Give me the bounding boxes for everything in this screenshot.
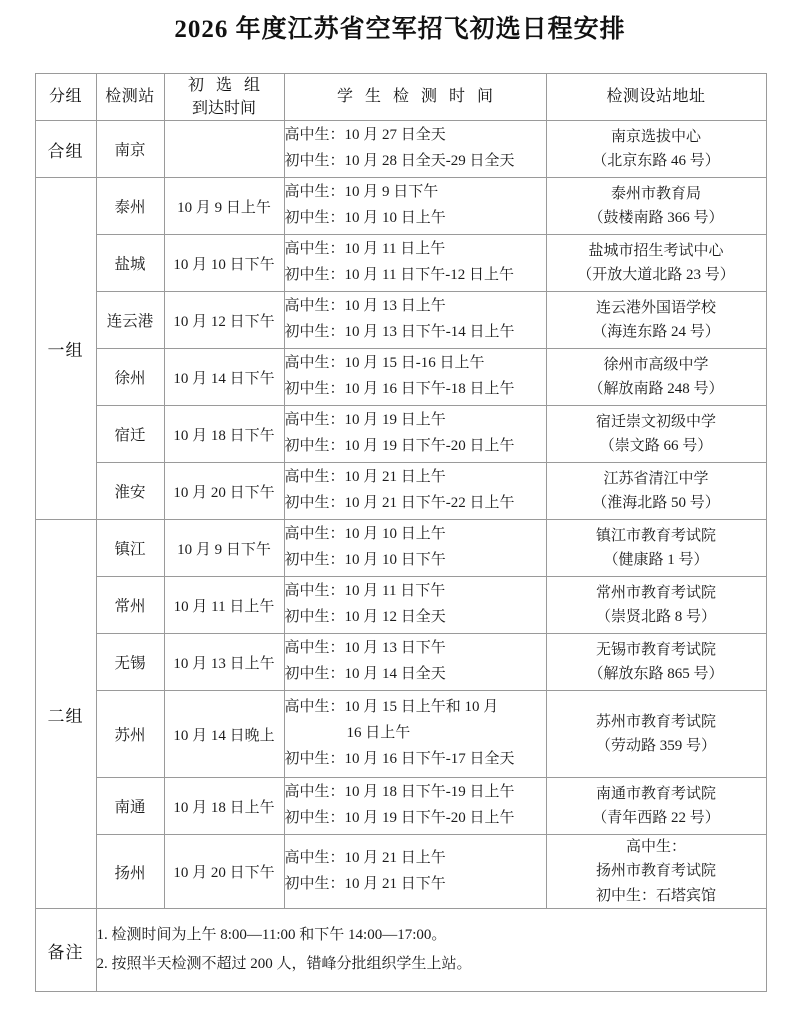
address-line: （淮海北路 50 号） <box>592 495 720 512</box>
test-time-line: 高中生：10 月 21 日上午 <box>284 469 446 486</box>
student-test-time <box>284 235 546 292</box>
test-time-line: 高中生：10 月 18 日下午-19 日上午 <box>284 784 515 801</box>
test-time-line: 初中生：10 月 16 日下午-17 日全天 <box>284 751 515 768</box>
arrival-time: 10 月 10 日下午 <box>164 235 284 292</box>
column-header-student-time: 学 生 检 测 时 间 <box>284 73 546 120</box>
group-label-1: 一组 <box>35 178 96 520</box>
document-page <box>0 13 800 1032</box>
arrival-time: 10 月 20 日下午 <box>164 835 284 909</box>
station-name: 淮安 <box>96 463 164 520</box>
station-name: 南京 <box>96 121 164 178</box>
test-time-line: 初中生：10 月 10 日下午 <box>284 552 446 569</box>
address-line: （劳动路 359 号） <box>595 738 716 755</box>
column-header-station: 检测站 <box>96 73 164 120</box>
schedule-table-container <box>35 73 766 992</box>
column-header-group: 分组 <box>35 73 96 120</box>
table-row <box>35 121 766 178</box>
table-body <box>35 121 766 909</box>
test-time-line: 高中生：10 月 10 日上午 <box>284 526 446 543</box>
arrival-time: 10 月 9 日上午 <box>164 178 284 235</box>
footer-note-line: 2. 按照半天检测不超过 200 人，错峰分批组织学生上站。 <box>96 956 472 973</box>
student-test-time <box>284 178 546 235</box>
address-line: （解放南路 248 号） <box>588 381 724 398</box>
address-line: 无锡市教育考试院 <box>595 641 716 658</box>
student-test-time <box>284 520 546 577</box>
table-row <box>35 292 766 349</box>
arrival-time <box>164 121 284 178</box>
test-time-line: 16 日上午 <box>346 725 411 742</box>
station-name: 徐州 <box>96 349 164 406</box>
station-name: 连云港 <box>96 292 164 349</box>
station-address <box>546 520 766 577</box>
test-time-line: 高中生：10 月 13 日下午 <box>284 640 446 657</box>
test-time-line: 初中生：10 月 28 日全天-29 日全天 <box>284 153 515 170</box>
table-row <box>35 463 766 520</box>
student-test-time <box>284 577 546 634</box>
test-time-line: 初中生：10 月 11 日下午-12 日上午 <box>284 267 514 284</box>
footer-note-line: 1. 检测时间为上午 8:00—11:00 和下午 14:00—17:00。 <box>96 926 447 943</box>
address-line: （北京东路 46 号） <box>592 153 720 170</box>
schedule-table <box>35 73 767 992</box>
test-time-line: 初中生：10 月 21 日下午 <box>284 875 446 892</box>
test-time-line: 高中生：10 月 9 日下午 <box>284 184 439 201</box>
address-line: 宿迁崇文初级中学 <box>595 413 716 430</box>
address-line: 江苏省清江中学 <box>603 470 709 487</box>
address-line: （鼓楼南路 366 号） <box>588 210 724 227</box>
table-row <box>35 691 766 778</box>
table-header-row <box>35 73 766 120</box>
address-line: 高中生： <box>625 839 686 856</box>
arrival-time: 10 月 20 日下午 <box>164 463 284 520</box>
address-line: （解放东路 865 号） <box>588 666 724 683</box>
arrival-time: 10 月 13 日上午 <box>164 634 284 691</box>
arrival-time: 10 月 14 日下午 <box>164 349 284 406</box>
station-address <box>546 835 766 909</box>
address-line: （青年西路 22 号） <box>592 810 720 827</box>
station-address <box>546 235 766 292</box>
address-line: 扬州市教育考试院 <box>595 863 716 880</box>
station-name: 常州 <box>96 577 164 634</box>
table-row <box>35 634 766 691</box>
arrival-time: 10 月 14 日晚上 <box>164 691 284 778</box>
station-name: 苏州 <box>96 691 164 778</box>
arrival-time: 10 月 18 日上午 <box>164 778 284 835</box>
arrival-time: 10 月 18 日下午 <box>164 406 284 463</box>
station-name: 南通 <box>96 778 164 835</box>
table-row <box>35 835 766 909</box>
test-time-line: 高中生：10 月 27 日全天 <box>284 127 446 144</box>
station-name: 镇江 <box>96 520 164 577</box>
station-name: 宿迁 <box>96 406 164 463</box>
station-address <box>546 634 766 691</box>
student-test-time <box>284 691 546 778</box>
test-time-line: 初中生：10 月 19 日下午-20 日上午 <box>284 438 515 455</box>
student-test-time <box>284 406 546 463</box>
page-title: 2026 年度江苏省空军招飞初选日程安排 <box>174 16 626 43</box>
address-line: 徐州市高级中学 <box>603 356 709 373</box>
table-footer <box>35 909 766 992</box>
address-line: 初中生：石塔宾馆 <box>595 887 716 904</box>
test-time-line: 高中生：10 月 15 日上午和 10 月 <box>284 699 499 716</box>
student-test-time <box>284 835 546 909</box>
test-time-line: 高中生：10 月 21 日上午 <box>284 849 446 866</box>
student-test-time <box>284 778 546 835</box>
address-line: （崇贤北路 8 号） <box>595 609 716 626</box>
table-row <box>35 778 766 835</box>
station-address <box>546 463 766 520</box>
test-time-line: 初中生：10 月 21 日下午-22 日上午 <box>284 495 515 512</box>
address-line: 盐城市招生考试中心 <box>588 242 724 259</box>
test-time-line: 高中生：10 月 11 日下午 <box>284 583 446 600</box>
student-test-time <box>284 121 546 178</box>
address-line: （健康路 1 号） <box>603 552 709 569</box>
station-address <box>546 121 766 178</box>
station-name: 泰州 <box>96 178 164 235</box>
station-name: 扬州 <box>96 835 164 909</box>
arrival-time: 10 月 12 日下午 <box>164 292 284 349</box>
arrival-time: 10 月 11 日上午 <box>164 577 284 634</box>
address-line: （崇文路 66 号） <box>599 438 713 455</box>
test-time-line: 高中生：10 月 15 日-16 日上午 <box>284 355 485 372</box>
test-time-line: 高中生：10 月 19 日上午 <box>284 412 446 429</box>
station-address <box>546 349 766 406</box>
table-row <box>35 178 766 235</box>
test-time-line: 初中生：10 月 13 日下午-14 日上午 <box>284 324 515 341</box>
table-row <box>35 406 766 463</box>
table-row <box>35 520 766 577</box>
footer-row <box>35 909 766 992</box>
test-time-line: 高中生：10 月 11 日上午 <box>284 241 446 258</box>
address-line: 连云港外国语学校 <box>595 299 716 316</box>
address-line: 镇江市教育考试院 <box>595 527 716 544</box>
student-test-time <box>284 292 546 349</box>
table-row <box>35 577 766 634</box>
address-line: 苏州市教育考试院 <box>595 713 716 730</box>
test-time-line: 初中生：10 月 14 日全天 <box>284 666 446 683</box>
group-label-2: 二组 <box>35 520 96 909</box>
station-address <box>546 178 766 235</box>
table-header <box>35 73 766 120</box>
station-name: 无锡 <box>96 634 164 691</box>
station-address <box>546 778 766 835</box>
station-address <box>546 292 766 349</box>
table-row <box>35 349 766 406</box>
address-line: （开放大道北路 23 号） <box>577 267 735 284</box>
address-line: 常州市教育考试院 <box>595 584 716 601</box>
address-line: 泰州市教育局 <box>610 185 701 202</box>
arrival-time: 10 月 9 日下午 <box>164 520 284 577</box>
address-line: 南京选拔中心 <box>610 128 701 145</box>
table-row <box>35 235 766 292</box>
column-header-arrival-time <box>164 73 284 120</box>
student-test-time <box>284 349 546 406</box>
address-line: （海连东路 24 号） <box>592 324 720 341</box>
footer-notes <box>96 909 766 992</box>
station-address <box>546 406 766 463</box>
test-time-line: 初中生：10 月 19 日下午-20 日上午 <box>284 810 515 827</box>
test-time-line: 初中生：10 月 12 日全天 <box>284 609 446 626</box>
test-time-line: 高中生：10 月 13 日上午 <box>284 298 446 315</box>
test-time-line: 初中生：10 月 16 日下午-18 日上午 <box>284 381 515 398</box>
column-header-arrival-line2: 到达时间 <box>191 99 256 117</box>
station-address <box>546 577 766 634</box>
address-line: 南通市教育考试院 <box>595 785 716 802</box>
station-name: 盐城 <box>96 235 164 292</box>
footer-label: 备注 <box>35 909 96 992</box>
student-test-time <box>284 463 546 520</box>
column-header-arrival-line1: 初 选 组 <box>187 76 264 94</box>
group-label-0: 合组 <box>35 121 96 178</box>
student-test-time <box>284 634 546 691</box>
column-header-address: 检测设站地址 <box>546 73 766 120</box>
test-time-line: 初中生：10 月 10 日上午 <box>284 210 446 227</box>
station-address <box>546 691 766 778</box>
